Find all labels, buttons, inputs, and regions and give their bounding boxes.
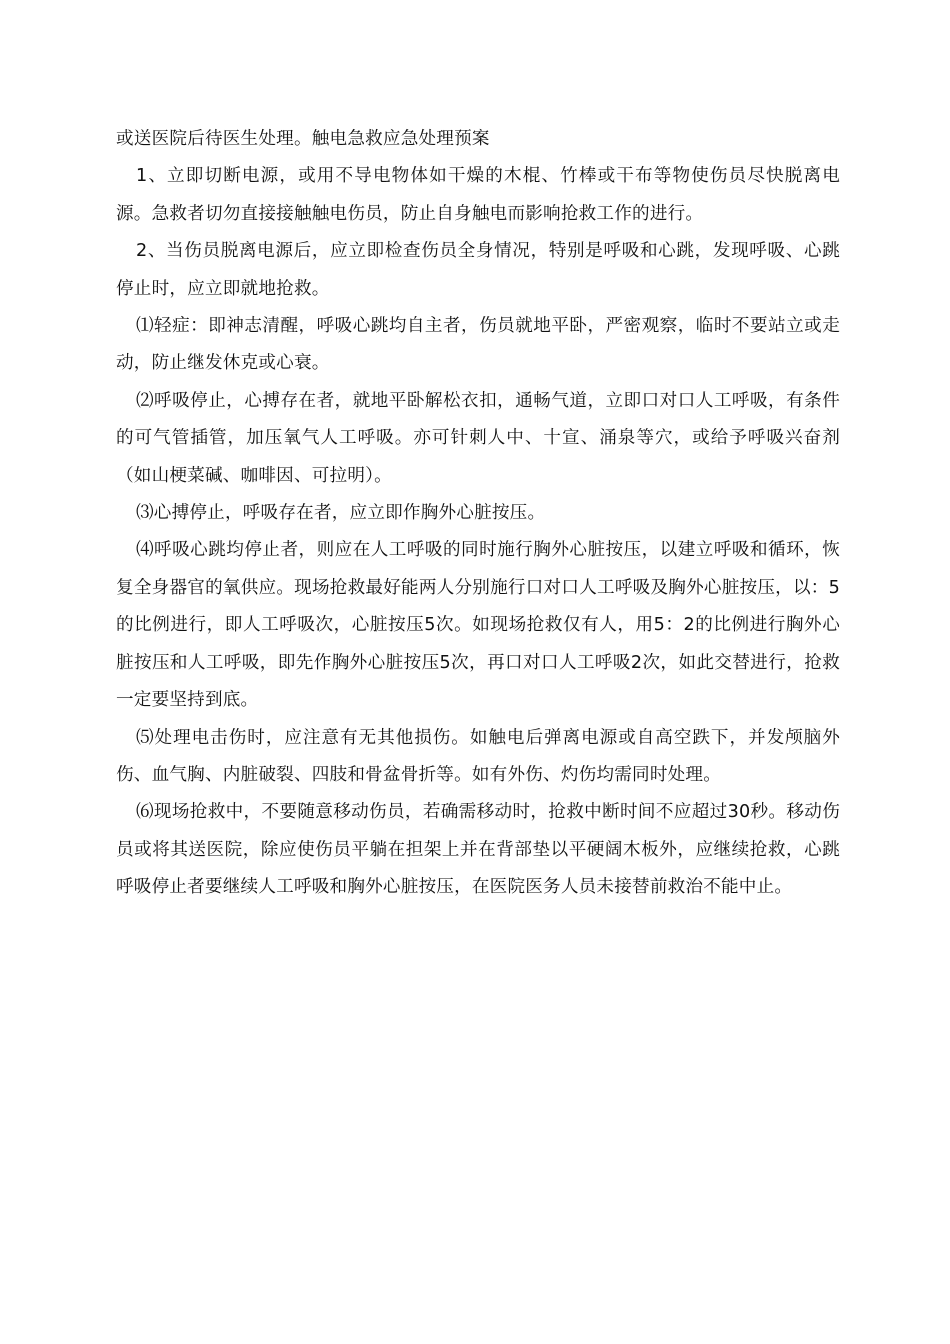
paragraph-item-6: ⑹现场抢救中，不要随意移动伤员，若确需移动时，抢救中断时间不应超过30秒。移动伤员或将其送医院，除应使伤员平躺在担架上并在背部垫以平硬阔木板外，应继续抢救，心跳呼吸停止者要继续人工呼吸和胸外心脏按压，在医院医务人员未接替前救治不能中止。: [116, 802, 840, 898]
paragraph-item-5: ⑸处理电击伤时，应注意有无其他损伤。如触电后弹离电源或自高空跌下，并发颅脑外伤、血气胸、内脏破裂、四肢和骨盆骨折等。如有外伤、灼伤均需同时处理。: [116, 727, 840, 785]
paragraph-item-2: ⑵呼吸停止，心搏存在者，就地平卧解松衣扣，通畅气道，立即口对口人工呼吸，有条件的可气管插管，加压氧气人工呼吸。亦可针刺人中、十宣、涌泉等穴，或给予呼吸兴奋剂（如山梗菜碱、咖啡因、可拉明）。: [116, 390, 840, 486]
paragraph-intro: 或送医院后待医生处理。触电急救应急处理预案: [116, 129, 490, 149]
paragraph-item-3: ⑶心搏停止，呼吸存在者，应立即作胸外心脏按压。: [136, 503, 546, 524]
paragraph-item-1: ⑴轻症：即神志清醒，呼吸心跳均自主者，伤员就地平卧，严密观察，临时不要站立或走动，防止继发休克或心衰。: [116, 316, 840, 374]
paragraph-step-2: 2、当伤员脱离电源后，应立即检查伤员全身情况，特别是呼吸和心跳，发现呼吸、心跳停止时，应立即就地抢救。: [116, 241, 840, 299]
document-body: [116, 121, 840, 907]
paragraph-step-1: 1、立即切断电源，或用不导电物体如干燥的木棍、竹棒或干布等物使伤员尽快脱离电源。急救者切勿直接接触触电伤员，防止自身触电而影响抢救工作的进行。: [116, 166, 840, 224]
paragraph-item-4: ⑷呼吸心跳均停止者，则应在人工呼吸的同时施行胸外心脏按压，以建立呼吸和循环，恢复全身器官的氧供应。现场抢救最好能两人分别施行口对口人工呼吸及胸外心脏按压，以：5的比例进行，即人工呼吸次，心脏按压5次。如现场抢救仅有人，用5：2的比例进行胸外心脏按压和人工呼吸，即先作胸外心脏按压5次，再口对口人工呼吸2次，如此交替进行，抢救一定要坚持到底。: [116, 540, 840, 711]
